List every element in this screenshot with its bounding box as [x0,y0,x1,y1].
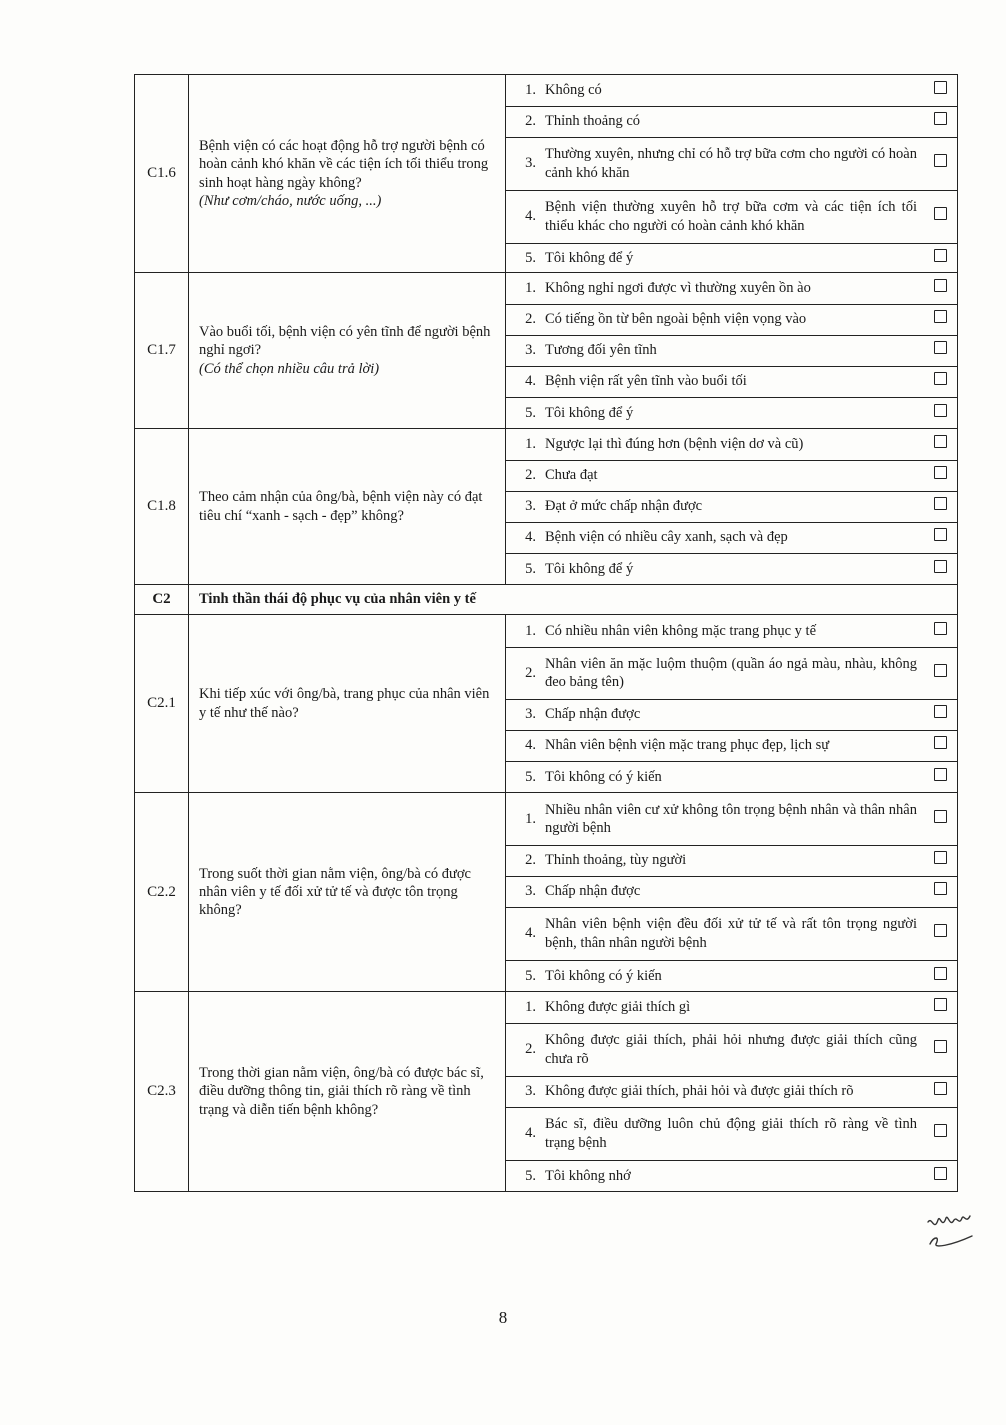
option-checkbox-cell [923,522,957,553]
option-number: 3. [506,1076,541,1107]
option-number: 4. [506,522,541,553]
answer-options-cell [506,429,958,585]
option-checkbox-cell [923,1160,957,1191]
option-checkbox-cell [923,190,957,243]
option-number: 2. [506,304,541,335]
checkbox-icon[interactable] [934,1040,947,1053]
option-number: 5. [525,560,536,577]
option-checkbox-cell [923,845,957,876]
question-row [135,273,958,429]
option-label: Không có [541,75,923,106]
question-text: Khi tiếp xúc với ông/bà, trang phục của nhân viên y tế như thế nào? [199,686,490,721]
answer-options-list [506,75,957,272]
question-cell [189,992,506,1192]
option-number: 1. [506,793,541,845]
option-label: Không nghỉ ngơi được vì thường xuyên ồn ào [541,273,923,304]
answer-option[interactable] [506,106,957,137]
option-number: 5. [525,768,536,785]
answer-option[interactable] [506,992,957,1023]
option-label: Bệnh viện thường xuyên hỗ trợ bữa cơm và các tiện ích tối thiểu khác cho người có hoàn cảnh khó khăn [541,190,923,243]
option-label: Tôi không nhớ [545,1167,631,1184]
option-checkbox-cell [923,335,957,366]
option-label: Nhân viên ăn mặc luộm thuộm (quần áo ngả màu, nhàu, không đeo bảng tên) [541,647,923,699]
option-label: Tôi không để ý [545,404,634,421]
option-label: Thỉnh thoảng, tùy người [541,845,923,876]
answer-option[interactable] [506,522,957,553]
answer-option[interactable] [506,304,957,335]
option-checkbox-cell [923,730,957,761]
question-code: C1.7 [135,273,189,429]
checkbox-icon[interactable] [934,967,947,980]
checkbox-icon[interactable] [934,1082,947,1095]
option-number: 5. [525,967,536,984]
option-checkbox-cell [923,647,957,699]
question-row [135,992,958,1192]
option-checkbox-cell [923,615,957,647]
option-checkbox-cell [923,553,957,584]
checkbox-icon[interactable] [934,279,947,292]
checkbox-icon[interactable] [934,1124,947,1137]
option-checkbox-cell [923,992,957,1023]
answer-option[interactable] [506,1023,957,1076]
answer-option[interactable] [506,647,957,699]
question-cell [189,429,506,585]
option-number: 3. [506,137,541,190]
answer-options-list [506,793,957,991]
question-row [135,615,958,793]
option-label: Tôi không để ý [545,249,634,266]
question-note: (Như cơm/cháo, nước uống, ...) [199,192,382,209]
answer-option[interactable] [506,397,957,428]
option-label: Tôi không có ý kiến [545,967,662,984]
option-label: Nhân viên bệnh viện đều đối xử tử tế và rất tôn trọng người bệnh, thân nhân người bệnh [541,907,923,960]
checkbox-icon[interactable] [934,664,947,677]
answer-options-list [506,273,957,428]
checkbox-icon[interactable] [934,341,947,354]
question-text: Trong thời gian nằm viện, ông/bà có được bác sĩ, điều dưỡng thông tin, giải thích rõ ràng về tình trạng và diễn tiến bệnh không? [199,1065,484,1118]
page-number: 8 [498,1308,508,1327]
option-number: 1. [506,75,541,106]
option-number: 4. [506,1107,541,1160]
answer-option[interactable] [506,190,957,243]
option-checkbox-cell [923,273,957,304]
answer-option[interactable] [506,75,957,106]
option-label: Không được giải thích, phải hỏi và được giải thích rõ [541,1076,923,1107]
checkbox-icon[interactable] [934,851,947,864]
option-checkbox-cell [923,460,957,491]
option-number: 2. [506,1023,541,1076]
question-cell [189,273,506,429]
answer-option[interactable] [506,243,957,272]
option-checkbox-cell [923,1076,957,1107]
answer-option[interactable] [506,960,957,991]
option-label: Không được giải thích gì [541,992,923,1023]
answer-option[interactable] [506,491,957,522]
checkbox-icon[interactable] [934,404,947,417]
checkbox-icon[interactable] [934,882,947,895]
option-label: Thường xuyên, nhưng chỉ có hỗ trợ bữa cơm cho người có hoàn cảnh khó khăn [541,137,923,190]
signature-mark [920,1206,980,1256]
option-checkbox-cell [923,907,957,960]
checkbox-icon[interactable] [934,1167,947,1180]
checkbox-icon[interactable] [934,435,947,448]
option-number: 3. [506,699,541,730]
section-header-row [135,585,958,615]
option-number: 4. [506,907,541,960]
question-cell [189,793,506,992]
option-number: 3. [506,335,541,366]
option-number: 5. [525,404,536,421]
option-checkbox-cell [923,699,957,730]
answer-option[interactable] [506,429,957,460]
checkbox-icon[interactable] [934,372,947,385]
checkbox-icon[interactable] [934,81,947,94]
answer-option[interactable] [506,273,957,304]
option-label: Chưa đạt [541,460,923,491]
answer-option[interactable] [506,1107,957,1160]
answer-option[interactable] [506,730,957,761]
option-label: Đạt ở mức chấp nhận được [541,491,923,522]
option-checkbox-cell [923,75,957,106]
question-code: C2.2 [135,793,189,992]
answer-option[interactable] [506,1076,957,1107]
answer-option[interactable] [506,335,957,366]
checkbox-icon[interactable] [934,310,947,323]
answer-option[interactable] [506,793,957,845]
option-number: 4. [506,366,541,397]
checkbox-icon[interactable] [934,810,947,823]
option-label: Có nhiều nhân viên không mặc trang phục y tế [541,615,923,647]
option-label: Có tiếng ồn từ bên ngoài bệnh viện vọng vào [541,304,923,335]
checkbox-icon[interactable] [934,705,947,718]
answer-options-list [506,615,957,792]
question-row [135,429,958,585]
option-label: Nhân viên bệnh viện mặc trang phục đẹp, lịch sự [541,730,923,761]
checkbox-icon[interactable] [934,249,947,262]
question-code: C1.8 [135,429,189,585]
checkbox-icon[interactable] [934,154,947,167]
answer-option[interactable] [506,876,957,907]
option-label: Tương đối yên tĩnh [541,335,923,366]
checkbox-icon[interactable] [934,736,947,749]
section-title: Tinh thần thái độ phục vụ của nhân viên y tế [189,585,958,615]
survey-table [134,74,958,1192]
answer-option[interactable] [506,699,957,730]
answer-option[interactable] [506,615,957,647]
option-label: Bệnh viện rất yên tĩnh vào buổi tối [541,366,923,397]
answer-option[interactable] [506,137,957,190]
checkbox-icon[interactable] [934,466,947,479]
option-number: 2. [506,845,541,876]
answer-options-cell [506,992,958,1192]
option-number: 1. [506,429,541,460]
option-number: 3. [506,876,541,907]
checkbox-icon[interactable] [934,560,947,573]
option-checkbox-cell [923,761,957,792]
option-checkbox-cell [923,491,957,522]
checkbox-icon[interactable] [934,528,947,541]
answer-options-cell [506,75,958,273]
question-text: Vào buổi tối, bệnh viện có yên tĩnh để người bệnh nghỉ ngơi? [199,324,491,359]
option-label: Thỉnh thoảng có [541,106,923,137]
option-checkbox-cell [923,243,957,272]
option-checkbox-cell [923,366,957,397]
question-row [135,793,958,992]
checkbox-icon[interactable] [934,998,947,1011]
option-number: 5. [525,249,536,266]
option-checkbox-cell [923,793,957,845]
answer-options-cell [506,615,958,793]
option-number: 2. [506,647,541,699]
option-checkbox-cell [923,1023,957,1076]
option-number: 3. [506,491,541,522]
option-label: Bác sĩ, điều dưỡng luôn chủ động giải thích rõ ràng về tình trạng bệnh [541,1107,923,1160]
option-label: Tôi không để ý [545,560,634,577]
option-number: 2. [506,106,541,137]
answer-option[interactable] [506,845,957,876]
question-cell [189,75,506,273]
answer-option[interactable] [506,1160,957,1191]
option-label: Tôi không có ý kiến [545,768,662,785]
option-label: Không được giải thích, phải hỏi nhưng được giải thích cũng chưa rõ [541,1023,923,1076]
checkbox-icon[interactable] [934,768,947,781]
option-label: Chấp nhận được [541,699,923,730]
question-text: Theo cảm nhận của ông/bà, bệnh viện này có đạt tiêu chí “xanh - sạch - đẹp” không? [199,489,483,524]
question-note: (Có thể chọn nhiều câu trả lời) [199,360,380,377]
option-label: Chấp nhận được [541,876,923,907]
checkbox-icon[interactable] [934,924,947,937]
question-text: Trong suốt thời gian nằm viện, ông/bà có được nhân viên y tế đối xử tử tế và được tôn trọng không? [199,865,471,919]
option-number: 1. [506,992,541,1023]
checkbox-icon[interactable] [934,622,947,635]
question-row [135,75,958,273]
answer-options-list [506,429,957,584]
question-text: Bệnh viện có các hoạt động hỗ trợ người bệnh có hoàn cảnh khó khăn về các tiện ích tối thiểu trong sinh hoạt hàng ngày không? [199,138,489,191]
checkbox-icon[interactable] [934,497,947,510]
option-checkbox-cell [923,960,957,991]
answer-option[interactable] [506,761,957,792]
answer-option[interactable] [506,460,957,491]
option-label: Ngược lại thì đúng hơn (bệnh viện dơ và cũ) [541,429,923,460]
answer-options-list [506,992,957,1191]
option-label: Bệnh viện có nhiều cây xanh, sạch và đẹp [541,522,923,553]
option-label: Nhiều nhân viên cư xử không tôn trọng bệnh nhân và thân nhân người bệnh [541,793,923,845]
answer-option[interactable] [506,366,957,397]
option-number: 2. [506,460,541,491]
checkbox-icon[interactable] [934,207,947,220]
option-number: 4. [506,730,541,761]
option-number: 1. [506,615,541,647]
option-checkbox-cell [923,429,957,460]
option-checkbox-cell [923,304,957,335]
question-cell [189,615,506,793]
option-number: 1. [506,273,541,304]
option-checkbox-cell [923,1107,957,1160]
question-code: C2.1 [135,615,189,793]
option-checkbox-cell [923,106,957,137]
answer-options-cell [506,793,958,992]
question-code: C1.6 [135,75,189,273]
option-checkbox-cell [923,137,957,190]
answer-options-cell [506,273,958,429]
option-checkbox-cell [923,876,957,907]
checkbox-icon[interactable] [934,112,947,125]
question-code: C2.3 [135,992,189,1192]
answer-option[interactable] [506,907,957,960]
option-checkbox-cell [923,397,957,428]
option-number: 5. [525,1167,536,1184]
option-number: 4. [506,190,541,243]
section-code: C2 [135,585,189,615]
answer-option[interactable] [506,553,957,584]
